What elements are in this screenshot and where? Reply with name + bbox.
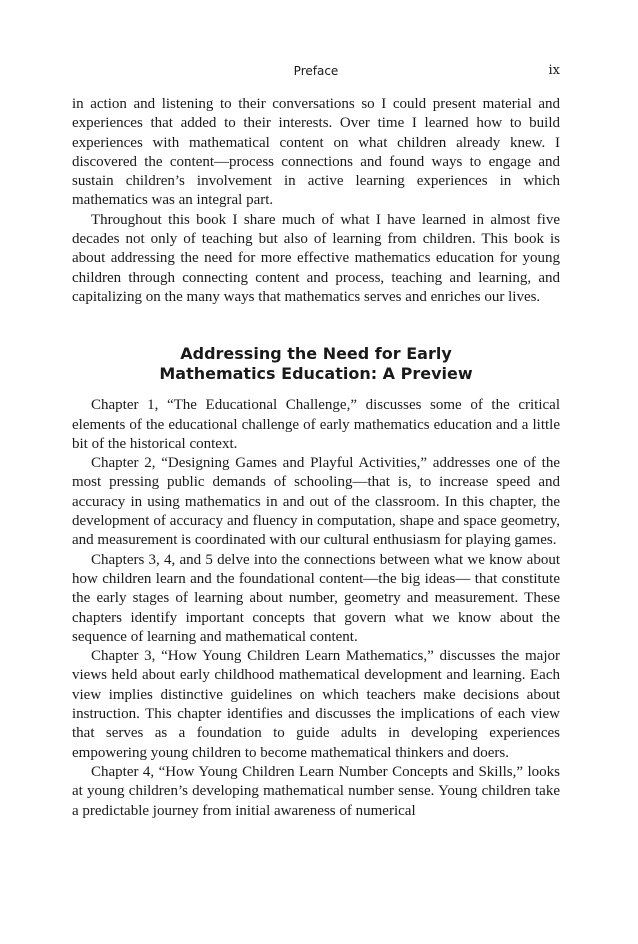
page-number: ix [548, 63, 560, 78]
running-head: Preface [293, 64, 339, 78]
paragraph-chapter-3: Chapter 3, “How Young Children Learn Mathematics,” discusses the major views held about early childhood mathematical development and learning. Each view implies distinctive guidelines on which teachers make decisions about instruction. This chapter identifies and discusses the implications of each view that serves as a foundation to guide adults in developing experiences empowering young children to become mathematical thinkers and doers. [72, 648, 560, 761]
paragraph: Throughout this book I share much of what I have learned in almost five decades not only of teaching but also of learning from children. This book is about addressing the need for more effective mathematics education for young children through connecting content and process, teaching and learning, and capitalizing on the many ways that mathematics serves and enriches our lives. [72, 211, 560, 305]
paragraph-chapter-4: Chapter 4, “How Young Children Learn Number Concepts and Skills,” looks at young children’s developing mathematical number sense. Young children take a predictable journey from initial awareness of numerical [72, 763, 560, 819]
paragraph-chapter-2: Chapter 2, “Designing Games and Playful Activities,” addresses one of the most pressing public demands of schooling—that is, to increase speed and accuracy in using mathematics in and out of the classroom. In this chapter, the development of accuracy and fluency in computation, shape and space geometry, and measurement is coordinated with our cultural enthusiasm for playing games. [72, 455, 560, 549]
paragraph-chapter-1: Chapter 1, “The Educational Challenge,” discusses some of the critical elements of the educational challenge of early mathematics education and a little bit of the historical context. [72, 397, 560, 452]
page-header [72, 60, 560, 82]
paragraph-chapters-3-4-5: Chapters 3, 4, and 5 delve into the connections between what we know about how children learn and the foundational content—the big ideas— that constitute the early stages of learning about number, geometry and measurement. These chapters identify important concepts that govern what we know about the sequence of learning and mathematical content. [72, 551, 560, 645]
body-text [72, 95, 560, 821]
paragraph-continued: in action and listening to their conversations so I could present material and experiences that added to their interests. Over time I learned how to build experiences with mathematical content on what children already knew. I discovered the content—process connections and found ways to engage and sustain children’s involvement in active learning experiences in which mathematics was an integral part. [72, 96, 560, 209]
section-heading: Addressing the Need for Early Mathematics Education: A Preview [159, 344, 473, 384]
